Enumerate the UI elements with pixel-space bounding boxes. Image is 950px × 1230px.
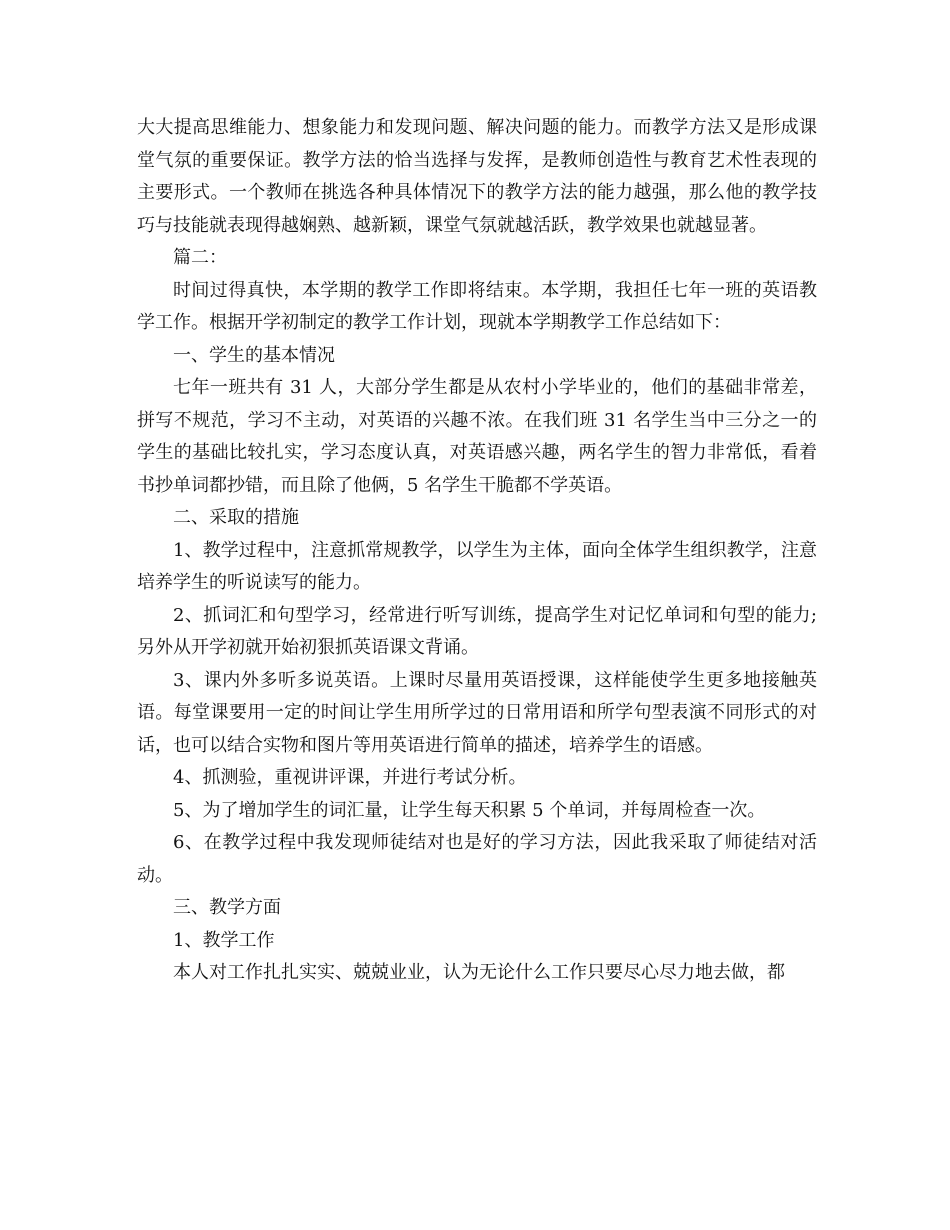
- list-item-measure-6: 6、在教学过程中我发现师徒结对也是好的学习方法，因此我采取了师徒结对活动。: [137, 832, 817, 886]
- section-heading-students: 一、学生的基本情况: [173, 344, 335, 366]
- section-heading-measures: 二、采取的措施: [173, 507, 299, 528]
- paragraph-students: 七年一班共有 31 人，大部分学生都是从农村小学毕业的，他们的基础非常差，拼写不规范，学习不主动，对英语的兴趣不浓。在我们班 31 名学生当中三分之一的学生的基础比较扎实，学习态度认真，对英语感兴趣，两名学生的智力非常低，看着书抄单词都抄错，而且除了他俩，5 名学生干脆都不学英语。: [137, 377, 817, 496]
- list-item-measure-4: 4、抓测验，重视讲评课，并进行考试分析。: [173, 767, 527, 788]
- section-heading-teaching: 三、教学方面: [173, 897, 281, 918]
- list-item-measure-2: 2、抓词汇和句型学习，经常进行听写训练，提高学生对记忆单词和句型的能力;另外从开学初就开始初狠抓英语课文背诵。: [137, 604, 817, 658]
- paragraph-intro: 时间过得真快，本学期的教学工作即将结束。本学期，我担任七年一班的英语教学工作。根据开学初制定的教学工作计划，现就本学期教学工作总结如下：: [137, 279, 817, 333]
- list-item-measure-1: 1、教学过程中，注意抓常规教学，以学生为主体，面向全体学生组织教学，注意培养学生的听说读写的能力。: [137, 539, 817, 593]
- list-item-measure-5: 5、为了增加学生的词汇量，让学生每天积累 5 个单词，并每周检查一次。: [173, 799, 766, 821]
- paragraph-teaching-work: 本人对工作扎扎实实、兢兢业业，认为无论什么工作只要尽心尽力地去做，都: [173, 962, 785, 983]
- subsection-heading-teaching-work: 1、教学工作: [173, 929, 275, 951]
- document-body: [137, 112, 817, 990]
- paragraph-continuation: 大大提高思维能力、想象能力和发现问题、解决问题的能力。而教学方法又是形成课堂气氛的重要保证。教学方法的恰当选择与发挥，是教师创造性与教育艺术性表现的主要形式。一个教师在挑选各种具体情况下的教学方法的能力越强，那么他的教学技巧与技能就表现得越娴熟、越新颖，课堂气氛就越活跃，教学效果也就越显著。: [137, 117, 817, 236]
- list-item-measure-3: 3、课内外多听多说英语。上课时尽量用英语授课，这样能使学生更多地接触英语。每堂课要用一定的时间让学生用所学过的日常用语和所学句型表演不同形式的对话，也可以结合实物和图片等用英语进行简单的描述，培养学生的语感。: [137, 669, 817, 756]
- section-heading-part-two: 篇二：: [173, 247, 227, 268]
